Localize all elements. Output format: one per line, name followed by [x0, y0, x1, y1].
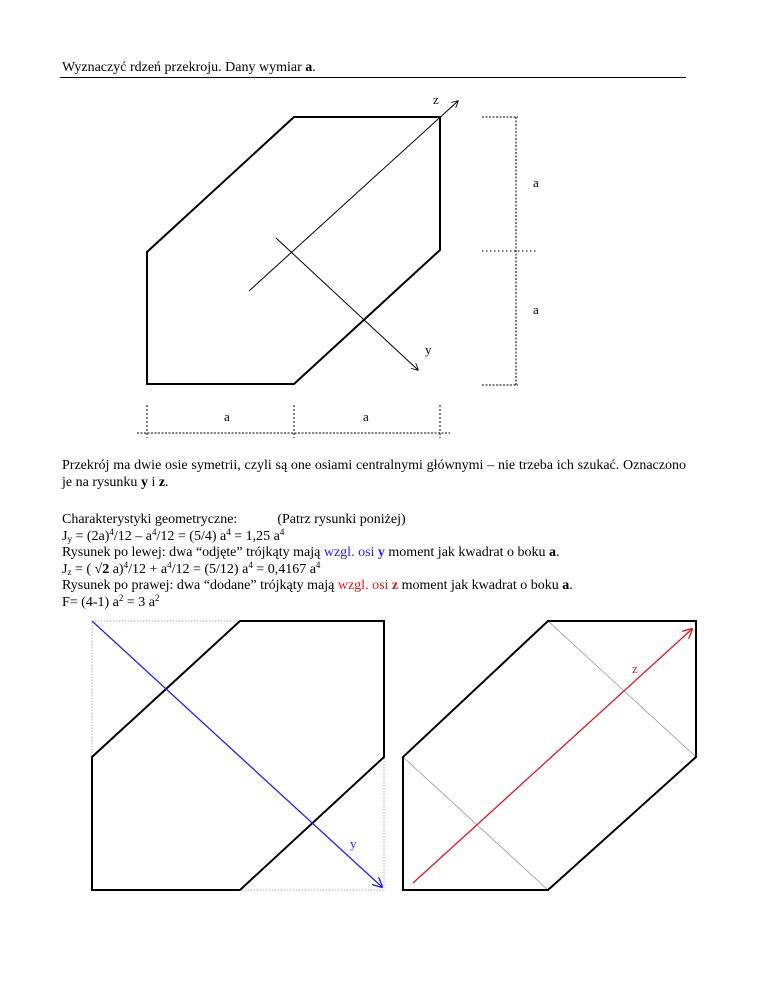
- jz-f: = 0,4167 a: [252, 561, 316, 577]
- jz-c: a): [109, 561, 124, 577]
- l5-b: moment jak kwadrat o boku: [398, 578, 563, 593]
- area-a: F= (4-1) a: [62, 594, 119, 610]
- br-z-label: z: [632, 661, 638, 676]
- bl-y-axis: [92, 621, 382, 887]
- bottom-right-figure: [403, 621, 696, 890]
- line-area: [62, 592, 573, 612]
- l5-axis-letter: z: [391, 578, 399, 593]
- l3-b: moment jak kwadrat o boku: [384, 545, 549, 560]
- jy-b: = (2a): [71, 528, 110, 544]
- jy-s2: 4: [152, 526, 157, 537]
- line-jz: [62, 559, 573, 579]
- l3-bold: a: [549, 545, 556, 560]
- jz-s3: 4: [248, 559, 253, 570]
- paragraph-end: .: [165, 474, 169, 490]
- jz-s2: 4: [167, 559, 172, 570]
- jz-d: /12 + a: [128, 561, 168, 577]
- dim-bottom-left: a: [224, 409, 230, 424]
- l3-end: .: [556, 545, 560, 560]
- geometry-lines: [62, 512, 573, 611]
- bl-y-label: y: [350, 836, 357, 851]
- jz-s1: 4: [123, 559, 129, 570]
- paragraph-y: y: [140, 474, 148, 490]
- area-b: = 3 a: [123, 594, 155, 610]
- l5-bold: a: [562, 578, 570, 593]
- jy-sub: y: [67, 533, 72, 544]
- jz-j: J: [62, 561, 68, 577]
- dim-right-lower: a: [533, 302, 539, 317]
- l3-a: Rysunek po lewej: dwa “odjęte” trójkąty mają: [62, 545, 324, 560]
- paragraph-mid: i: [147, 474, 159, 490]
- l3-axis-letter: y: [377, 545, 385, 560]
- jz-sub: z: [67, 566, 72, 577]
- l5-end: .: [569, 578, 573, 593]
- heading-text: Wyznaczyć rdzeń przekroju. Dany wymiar: [62, 60, 306, 75]
- characteristics-note: (Patrz rysunki poniżej): [277, 512, 406, 527]
- jy-d: /12 = (5/4) a: [156, 528, 227, 544]
- jz-s4: 4: [315, 559, 321, 570]
- jz-e: /12 = (5/12) a: [171, 561, 249, 577]
- paragraph-text: Przekrój ma dwie osie symetrii, czyli są one osiami centralnymi głównymi – nie trzeba ich szukać. Oznaczono je na rysunku: [62, 458, 686, 490]
- jy-s3: 4: [226, 526, 231, 537]
- l5-a: Rysunek po prawej: dwa “dodane” trójkąty mają: [62, 578, 338, 593]
- jy-s1: 4: [109, 526, 114, 537]
- dim-right-upper: a: [533, 175, 539, 190]
- right-dimension: [482, 117, 538, 385]
- heading-bold-a: a: [305, 60, 313, 75]
- top-z-label: z: [433, 92, 439, 107]
- area-s1: 2: [118, 592, 124, 603]
- top-y-axis: [276, 238, 418, 370]
- bottom-left-figure: [92, 621, 384, 890]
- l3-axis: wzgl. osi: [323, 545, 378, 560]
- jy-e: = 1,25 a: [230, 528, 280, 544]
- line-characteristics: [62, 512, 573, 529]
- symmetry-paragraph: [62, 458, 686, 491]
- br-z-axis: [413, 629, 692, 883]
- br-section-outline: [403, 621, 696, 890]
- bottom-dimension: [137, 405, 450, 438]
- heading-end: .: [312, 60, 316, 75]
- top-y-label: y: [425, 342, 432, 357]
- line-right-figure-note: [62, 578, 573, 595]
- paragraph-z: z: [158, 474, 166, 490]
- jz-b: = (: [71, 561, 95, 577]
- br-helper-line-top: [548, 621, 696, 757]
- jz-sqrt: √2: [94, 561, 110, 577]
- l5-axis: wzgl. osi: [337, 578, 392, 593]
- br-helper-line-bottom: [403, 757, 548, 890]
- jy-j: J: [62, 528, 68, 544]
- jy-c: /12 – a: [113, 528, 152, 544]
- dim-bottom-right: a: [363, 409, 369, 424]
- line-jy: [62, 526, 573, 546]
- jy-s4: 4: [279, 526, 285, 537]
- characteristics-label: Charakterystyki geometryczne:: [62, 512, 238, 527]
- area-s2: 2: [155, 592, 160, 603]
